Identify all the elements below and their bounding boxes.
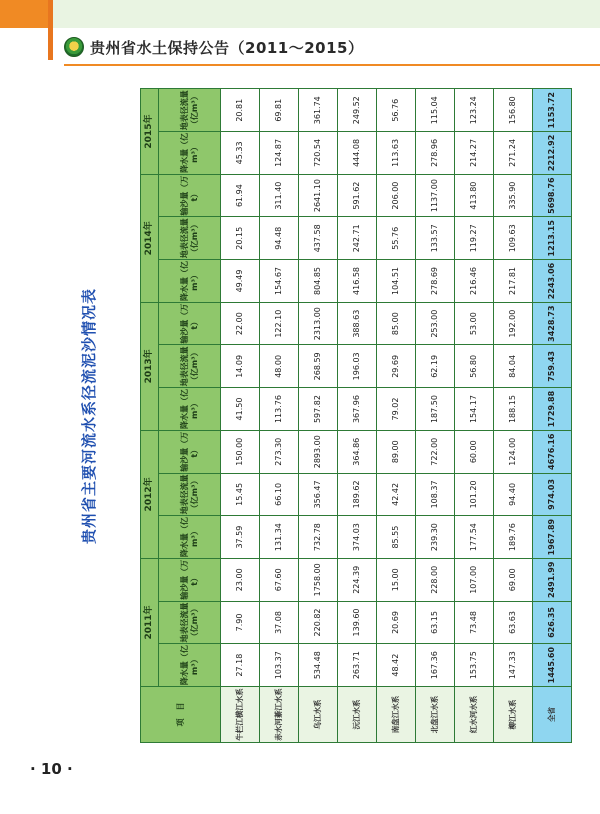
table-cell: 242.71: [338, 217, 377, 260]
table-cell: 48.00: [260, 345, 299, 388]
table-cell: 591.62: [338, 174, 377, 217]
table-cell: 367.96: [338, 388, 377, 431]
table-row: [221, 89, 260, 743]
soil-conservation-logo-icon: [64, 37, 84, 57]
table-cell: 14.09: [221, 345, 260, 388]
year-header: 2011年: [141, 558, 159, 686]
table-cell: 722.00: [416, 430, 455, 473]
table-row: [260, 89, 299, 743]
measure-header: 输沙量（万t）: [159, 174, 221, 217]
table-cell: 37.08: [260, 601, 299, 644]
table-cell: 66.10: [260, 473, 299, 516]
year-header: 2012年: [141, 430, 159, 558]
table-cell: 37.59: [221, 516, 260, 559]
measure-header: 输沙量（万t）: [159, 302, 221, 345]
table-cell: 153.75: [455, 644, 494, 687]
table-cell: 311.40: [260, 174, 299, 217]
measure-header: 降水量（亿m³）: [159, 644, 221, 687]
table-cell: 113.63: [377, 132, 416, 175]
table-cell: 1967.89: [533, 516, 572, 559]
table-cell: 60.00: [455, 430, 494, 473]
table-cell: 150.00: [221, 430, 260, 473]
table-cell: 263.71: [338, 644, 377, 687]
table-cell: 249.52: [338, 89, 377, 132]
table-cell: 115.04: [416, 89, 455, 132]
table-cell: 271.24: [494, 132, 533, 175]
header-accent-bar: [48, 0, 53, 60]
table-cell: 107.00: [455, 558, 494, 601]
table-cell: 1758.00: [299, 558, 338, 601]
measure-header: 地表径流量（亿m³）: [159, 473, 221, 516]
table-cell: 2641.10: [299, 174, 338, 217]
table-cell: 720.54: [299, 132, 338, 175]
table-cell: 2243.06: [533, 260, 572, 303]
year-header: 2015年: [141, 89, 159, 174]
table-row: [494, 89, 533, 743]
table-cell: 416.58: [338, 260, 377, 303]
table-cell: 69.00: [494, 558, 533, 601]
table-cell: 216.46: [455, 260, 494, 303]
table-cell: 626.35: [533, 601, 572, 644]
table-cell: 119.27: [455, 217, 494, 260]
table-cell: 388.63: [338, 302, 377, 345]
item-header: 项 目: [141, 687, 221, 743]
table-cell: 206.00: [377, 174, 416, 217]
table-cell: 214.27: [455, 132, 494, 175]
page-number: · 10 ·: [30, 760, 73, 778]
table-row: [377, 89, 416, 743]
table-cell: 20.15: [221, 217, 260, 260]
table-cell: 53.00: [455, 302, 494, 345]
table-cell: 597.82: [299, 388, 338, 431]
year-header: 2013年: [141, 302, 159, 430]
table-cell: 79.02: [377, 388, 416, 431]
table-cell: 220.82: [299, 601, 338, 644]
table-cell: 759.43: [533, 345, 572, 388]
table-cell: 1445.60: [533, 644, 572, 687]
table-cell: 253.00: [416, 302, 455, 345]
row-label: 牛栏江横江水系: [221, 687, 260, 743]
row-label: 赤水河綦江水系: [260, 687, 299, 743]
table-cell: 42.42: [377, 473, 416, 516]
table-row: [533, 89, 572, 743]
measure-header: 输沙量（万t）: [159, 558, 221, 601]
table-cell: 192.00: [494, 302, 533, 345]
row-label: 沅江水系: [338, 687, 377, 743]
table-cell: 177.54: [455, 516, 494, 559]
table-cell: 109.63: [494, 217, 533, 260]
table-cell: 108.37: [416, 473, 455, 516]
table-cell: 364.86: [338, 430, 377, 473]
table-cell: 534.48: [299, 644, 338, 687]
table-cell: 732.78: [299, 516, 338, 559]
table-cell: 124.87: [260, 132, 299, 175]
table-cell: 413.80: [455, 174, 494, 217]
table-cell: 55.76: [377, 217, 416, 260]
table-cell: 1213.15: [533, 217, 572, 260]
table-cell: 5698.76: [533, 174, 572, 217]
table-cell: 189.76: [494, 516, 533, 559]
table-cell: 217.81: [494, 260, 533, 303]
measure-header: 地表径流量（亿m³）: [159, 217, 221, 260]
table-cell: 278.96: [416, 132, 455, 175]
table-cell: 804.85: [299, 260, 338, 303]
table-cell: 1137.00: [416, 174, 455, 217]
table-cell: 154.67: [260, 260, 299, 303]
table-cell: 974.03: [533, 473, 572, 516]
table-row: [455, 89, 494, 743]
table-cell: 56.80: [455, 345, 494, 388]
table-cell: 56.76: [377, 89, 416, 132]
measure-header: 降水量（亿m³）: [159, 132, 221, 175]
table-cell: 67.60: [260, 558, 299, 601]
table-cell: 15.45: [221, 473, 260, 516]
table-cell: 1153.72: [533, 89, 572, 132]
row-label: 乌江水系: [299, 687, 338, 743]
table-cell: 63.63: [494, 601, 533, 644]
measure-header: 地表径流量（亿m³）: [159, 345, 221, 388]
table-cell: 22.00: [221, 302, 260, 345]
rotated-table-area: [80, 89, 570, 743]
table-cell: 48.42: [377, 644, 416, 687]
table-cell: 104.51: [377, 260, 416, 303]
table-cell: 61.94: [221, 174, 260, 217]
measure-header: 地表径流量（亿m³）: [159, 601, 221, 644]
table-cell: 278.69: [416, 260, 455, 303]
table-cell: 23.00: [221, 558, 260, 601]
table-cell: 29.69: [377, 345, 416, 388]
table-cell: 62.19: [416, 345, 455, 388]
table-cell: 2212.92: [533, 132, 572, 175]
table-cell: 15.00: [377, 558, 416, 601]
table-cell: 224.39: [338, 558, 377, 601]
table-cell: 374.03: [338, 516, 377, 559]
row-label: 南盘江水系: [377, 687, 416, 743]
table-cell: 113.76: [260, 388, 299, 431]
table-cell: 154.17: [455, 388, 494, 431]
table-cell: 156.80: [494, 89, 533, 132]
row-label: 北盘江水系: [416, 687, 455, 743]
table-cell: 85.00: [377, 302, 416, 345]
table-cell: 437.58: [299, 217, 338, 260]
table-cell: 189.62: [338, 473, 377, 516]
table-cell: 361.74: [299, 89, 338, 132]
table-cell: 20.81: [221, 89, 260, 132]
header-accent-block: [0, 0, 48, 28]
table-cell: 27.18: [221, 644, 260, 687]
table-cell: 139.60: [338, 601, 377, 644]
table-cell: 94.40: [494, 473, 533, 516]
table-row: [338, 89, 377, 743]
table-cell: 123.24: [455, 89, 494, 132]
table-cell: 356.47: [299, 473, 338, 516]
header-band: [48, 0, 600, 28]
table-cell: 335.90: [494, 174, 533, 217]
table-cell: 45.33: [221, 132, 260, 175]
row-label: 红水河水系: [455, 687, 494, 743]
table-cell: 101.20: [455, 473, 494, 516]
table-cell: 239.30: [416, 516, 455, 559]
table-cell: 2313.00: [299, 302, 338, 345]
table-cell: 147.33: [494, 644, 533, 687]
table-cell: 268.59: [299, 345, 338, 388]
row-label: 全省: [533, 687, 572, 743]
page-title: 贵州省水土保持公告（2011～2015）: [90, 38, 364, 57]
table-cell: 2893.00: [299, 430, 338, 473]
table-cell: 187.50: [416, 388, 455, 431]
table-title: 贵州省主要河流水系径流泥沙情况表: [80, 288, 98, 545]
table-cell: 103.37: [260, 644, 299, 687]
measure-header: 输沙量（万t）: [159, 430, 221, 473]
year-header: 2014年: [141, 174, 159, 302]
table-cell: 188.15: [494, 388, 533, 431]
table-cell: 94.48: [260, 217, 299, 260]
table-cell: 131.34: [260, 516, 299, 559]
table-cell: 1729.88: [533, 388, 572, 431]
table-cell: 4676.16: [533, 430, 572, 473]
table-cell: 3428.73: [533, 302, 572, 345]
page-header: [64, 32, 364, 62]
runoff-sediment-table: [140, 88, 572, 743]
table-row: [416, 89, 455, 743]
table-cell: 41.50: [221, 388, 260, 431]
table-cell: 124.00: [494, 430, 533, 473]
table-cell: 133.57: [416, 217, 455, 260]
table-cell: 85.55: [377, 516, 416, 559]
table-cell: 63.15: [416, 601, 455, 644]
table-cell: 167.36: [416, 644, 455, 687]
row-label: 柳江水系: [494, 687, 533, 743]
table-cell: 69.81: [260, 89, 299, 132]
table-cell: 49.49: [221, 260, 260, 303]
header-row-years: [141, 89, 159, 743]
table-cell: 273.30: [260, 430, 299, 473]
table-cell: 73.48: [455, 601, 494, 644]
table-cell: 89.00: [377, 430, 416, 473]
table-cell: 7.90: [221, 601, 260, 644]
table-cell: 122.10: [260, 302, 299, 345]
measure-header: 地表径流量（亿m³）: [159, 89, 221, 132]
table-cell: 444.08: [338, 132, 377, 175]
header-row-measures: [159, 89, 221, 743]
measure-header: 降水量（亿m³）: [159, 388, 221, 431]
table-cell: 196.03: [338, 345, 377, 388]
header-divider: [64, 64, 600, 66]
table-cell: 20.69: [377, 601, 416, 644]
table-cell: 2491.99: [533, 558, 572, 601]
measure-header: 降水量（亿m³）: [159, 516, 221, 559]
table-row: [299, 89, 338, 743]
measure-header: 降水量（亿m³）: [159, 260, 221, 303]
table-cell: 84.04: [494, 345, 533, 388]
table-cell: 228.00: [416, 558, 455, 601]
